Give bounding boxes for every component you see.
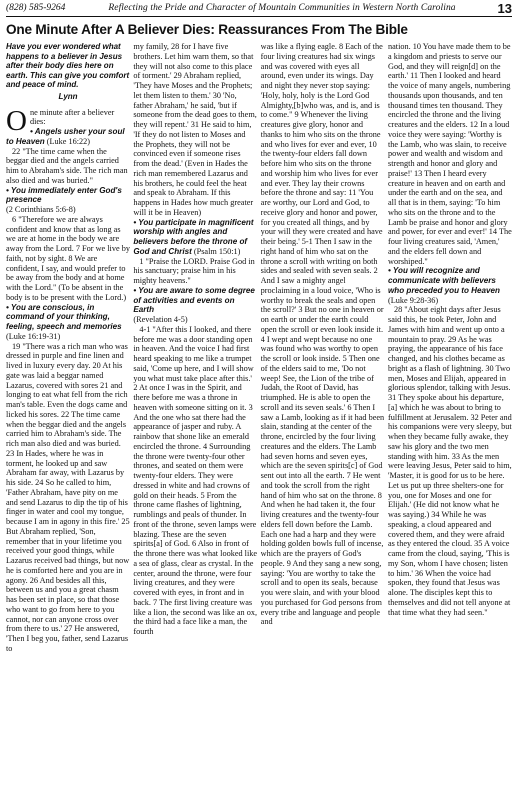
article-body (6, 42, 512, 794)
header-tagline: Reflecting the Pride and Character of Mountain Communities in Western North Carolina (108, 3, 456, 13)
column-3 (261, 42, 385, 794)
scripture-paragraph: my family, 28 for I have five brothers. Let him warn them, so that they will not also come to this place of torment.' 29 Abraham replied, 'They have Moses and the Prophets; let them listen to them.' 30 'No, father Abraham,' he said, 'but if someone from the dead goes to them, they will repent.' 31 He said to him, 'If they do not listen to Moses and the Prophets, they will not be convinced even if someone rises from the dead.' (Even in Hades the rich man remembered Lazarus and his brothers, he could feel the heat and speak to Abraham. If this happens in Hades how much greater will it be in Heaven) (133, 42, 257, 217)
page-header (6, 1, 512, 15)
column-1 (6, 42, 130, 794)
scripture-paragraph: 28 "About eight days after Jesus said this, he took Peter, John and James with him and went up onto a mountain to pray. 29 As he was praying, the appearance of his face changed, and his clothes became as bright as a flash of lightning. 30 Two men, Moses and Elijah, appeared in glorious splendor, talking with Jesus. 31 They spoke about his departure,[a] which he was about to bring to fulfillment at Jerusalem. 32 Peter and his companions were very sleepy, but when they became fully awake, they saw his glory and the two men standing with him. 33 As the men were leaving Jesus, Peter said to him, 'Master, it is good for us to be here. Let us put up three shelters-one for you, one for Moses and one for Elijah.' (He did not know what he was saying.) 34 While he was speaking, a cloud appeared and covered them, and they were afraid as they entered the cloud. 35 A voice came from the cloud, saying, 'This is my Son, whom I have chosen; listen to him.' 36 When the voice had spoken, they found that Jesus was alone. The disciples kept this to themselves and did not tell anyone at that time what they had seen." (387, 305, 512, 617)
section-heading (133, 218, 257, 257)
scripture-paragraph: 22 "The time came when the beggar died and the angels carried him to Abraham's side. The rich man also died and was buried." (6, 146, 128, 185)
heading-text: • You are conscious, in command of your thinking, feeling, speech and memories (6, 302, 122, 332)
column-4 (388, 42, 512, 794)
heading-text: • You will recognize and communicate with believers who preceded you to Heaven (387, 266, 500, 295)
scripture-paragraph: 4-1 "After this I looked, and there before me was a door standing open in heaven. And the voice I had first heard speaking to me like a trumpet said, 'Come up here, and I will show you what must take place after this.' 2 At once I was in the Spirit, and there before me was a throne in heaven with someone sitting on it. 3 And the one who sat there had the appearance of jasper and ruby. A rainbow that shone like an emerald encircled the throne. 4 Surrounding the throne were twenty-four other thrones, and seated on them were twenty-four elders. They were dressed in white and had crowns of gold on their heads. 5 From the throne came flashes of lightning, rumblings and peals of thunder. In front of the throne, seven lamps were blazing. These are the seven spirits[a] of God. 6 Also in front of the throne there was what looked like a sea of glass, clear as crystal. In the center, around the throne, were four living creatures, and they were covered with eyes, in front and in back. 7 The first living creature was like a lion, the second was like an ox, the third had a face like a man, the fourth (133, 324, 258, 636)
heading-text: • You immediately enter God's presence (6, 185, 122, 205)
scripture-reference: (Revelation 4-5) (133, 315, 188, 324)
scripture-reference: (Luke 9:28-36) (387, 295, 439, 305)
scripture-paragraph: 19 "There was a rich man who was dressed in purple and fine linen and lived in luxury every day. 20 At his gate was laid a beggar named Lazarus, covered with sores 21 and longing to eat what fell from the rich man's table. Even the dogs came and licked his sores. 22 The time came when the beggar died and the angels carried him to Abraham's side. The rich man also died and was buried. 23 In Hades, where he was in torment, he looked up and saw Abraham far away, with Lazarus by his side. 24 So he called to him, 'Father Abraham, have pity on me and send Lazarus to dip the tip of his finger in water and cool my tongue, because I am in agony in this fire.' 25 But Abraham replied, 'Son, remember that in your lifetime you received your good things, while Lazarus received bad things, but now he is comforted here and you are in agony. 26 And besides all this, between us and you a great chasm has been set in place, so that those who want to go from here to you cannot, nor can anyone cross over from there to us.' 27 He answered, 'Then I beg you, father, send Lazarus to (6, 341, 130, 653)
column-2 (133, 42, 257, 794)
section-heading (133, 286, 257, 315)
scripture-paragraph: 1 "Praise the LORD. Praise God in his sanctuary; praise him in his mighty heavens." (133, 256, 255, 285)
scripture-paragraph: 6 "Therefore we are always confident and know that as long as we are at home in the body we are away from the Lord. 7 For we live by faith, not by sight. 8 We are confident, I say, and would prefer to be away from the body and at home with the Lord." (To be absent in the body is to be present with the Lord.) (6, 214, 130, 302)
heading-text: • You participate in magnificent worship with angles and believers before the throne of God and Christ (133, 217, 254, 256)
scripture-paragraph: nation. 10 You have made them to be a kingdom and priests to serve our God, and they will reign[d] on the earth.' 11 Then I looked and heard the voice of many angels, numbering thousands upon thousands, and ten thousand times ten thousand. They encircled the throne and the living creatures and the elders. 12 In a loud voice they were saying: 'Worthy is the Lamb, who was slain, to receive power and wealth and wisdom and strength and honor and glory and praise!' 13 Then I heard every creature in heaven and on earth and under the earth and on the sea, and all that is in them, saying: 'To him who sits on the throne and to the Lamb be praise and honor and glory and power, for ever and ever!' 14 The four living creatures said, 'Amen,' and the elders fell down and worshiped." (387, 42, 512, 266)
scripture-reference: (2 Corinthians 5:6-8) (6, 205, 76, 215)
page-number: 13 (497, 0, 512, 16)
heading-text: • Angels usher your soul to Heaven (6, 127, 125, 146)
scripture-reference: (Luke 16:19-31) (6, 331, 61, 341)
scripture-reference: (Luke 16:22) (44, 136, 91, 146)
article-intro: Have you ever wondered what happens to a believer in Jesus after their body dies here on earth. This can give you comfort and peace of mind. (6, 42, 130, 90)
section-heading (6, 186, 130, 206)
header-divider (6, 16, 512, 17)
drop-cap: O (6, 104, 27, 137)
article-title: One Minute After A Believer Dies: Reassurances From The Bible (6, 22, 408, 37)
heading-text: • You are aware to some degree of activities and events on Earth (133, 285, 255, 315)
header-phone: (828) 585-9264 (6, 3, 66, 13)
opening-text: ne minute after a believer dies: (29, 107, 115, 127)
section-heading (388, 266, 512, 305)
scripture-reference: (Psalm 150:1) (191, 246, 241, 256)
scripture-paragraph: was like a flying eagle. 8 Each of the four living creatures had six wings and was covered with eyes all around, even under its wings. Day and night they never stop saying: 'Holy, holy, holy is the Lord God Almighty,[b]who was, and is, and is to come." 9 Whenever the living creatures give glory, honor and thanks to him who sits on the throne and who lives for ever and ever, 10 the twenty-four elders fall down before him who sits on the throne and worship him who lives for ever and ever. They lay their crowns before the throne and say: 11 'You are worthy, our Lord and God, to receive glory and honor and power, for you created all things, and by your will they were created and have their being.' 5-1 Then I saw in the right hand of him who sat on the throne a scroll with writing on both sides and sealed with seven seals. 2 And I saw a mighty angel proclaiming in a loud voice, 'Who is worthy to break the seals and open the scroll?' 3 But no one in heaven or on earth or under the earth could open the scroll or even look inside it. 4 I wept and wept because no one was found who was worthy to open the scroll or look inside. 5 Then one of the elders said to me, 'Do not weep! See, the Lion of the tribe of Judah, the Root of David, has triumphed. He is able to open the scroll and its seven seals.' 6 Then I saw a Lamb, looking as if it had been slain, standing at the center of the throne, encircled by the four living creatures and the elders. The Lamb had seven horns and seven eyes, which are the seven spirits[c] of God sent out into all the earth. 7 He went and took the scroll from the right hand of him who sat on the throne. 8 And when he had taken it, the four living creatures and the twenty-four elders fell down before the Lamb. Each one had a harp and they were holding golden bowls full of incense, which are the prayers of God's people. 9 And they sang a new song, saying: 'You are worthy to take the scroll and to open its seals, because you were slain, and with your blood you purchased for God persons from every tribe and language and people and (260, 42, 385, 627)
section-heading (6, 303, 130, 342)
author-signature: Lynn (58, 91, 78, 101)
